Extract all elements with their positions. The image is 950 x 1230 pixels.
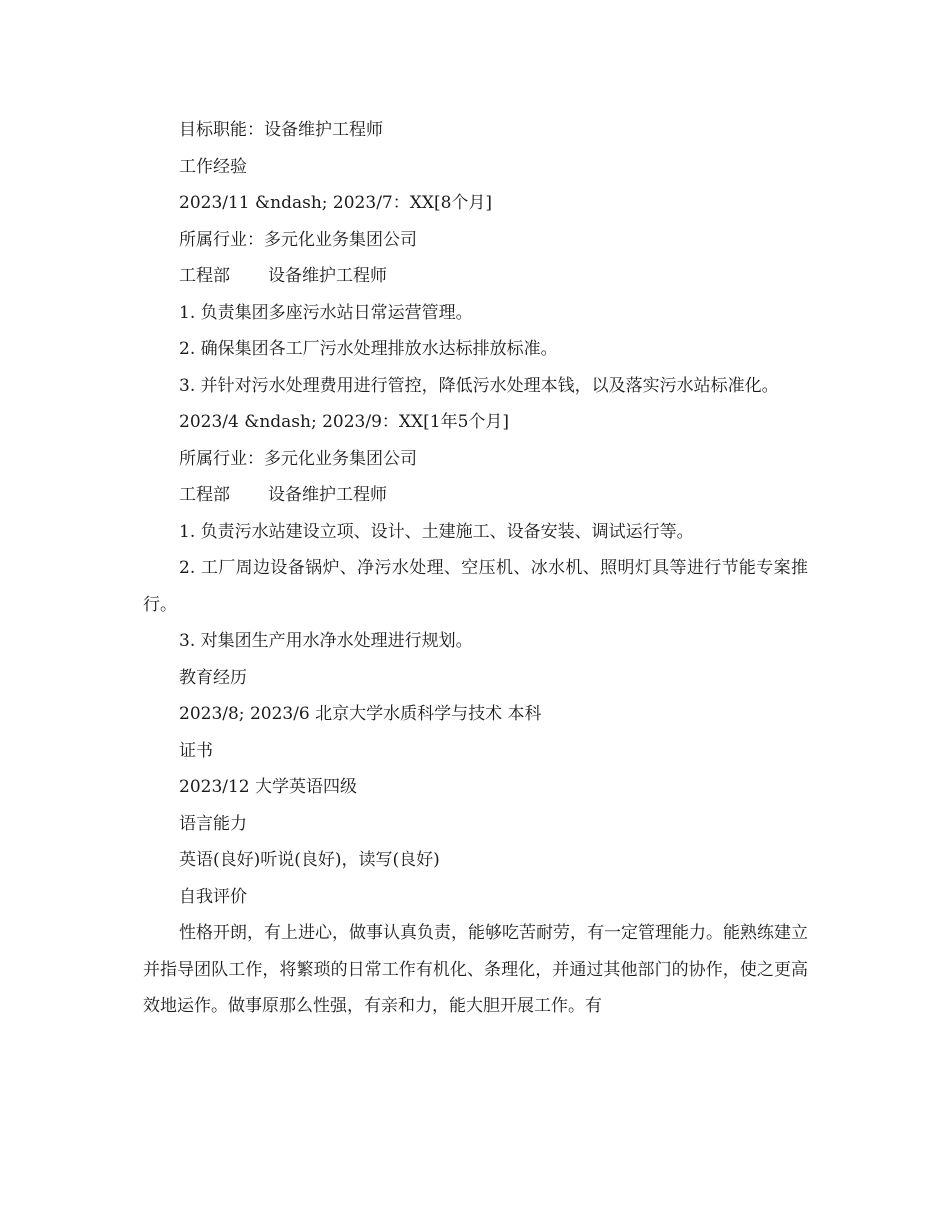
job-title: 设备维护工程师: [268, 485, 387, 505]
resume-body: [143, 112, 808, 1025]
job-industry: 所属行业：多元化业务集团公司: [179, 448, 417, 469]
self-evaluation-text: 性格开朗，有上进心，做事认真负责，能够吃苦耐劳，有一定管理能力。能熟练建立并指导团队工作，将繁琐的日常工作有机化、条理化，并通过其他部门的协作，使之更高效地运作。做事原那么性强，有亲和力，能大胆开展工作。有: [143, 923, 808, 1016]
job-duty: 1. 负责污水站建设立项、设计、土建施工、设备安装、调试运行等。: [179, 521, 694, 542]
target-role: 目标职能：设备维护工程师: [179, 120, 383, 140]
work-experience-heading: 工作经验: [179, 156, 247, 177]
job-duty: 2. 确保集团各工厂污水处理排放水达标排放标准。: [179, 339, 558, 359]
job-period: 2023/11 &ndash; 2023/7：XX[8个月]: [179, 193, 493, 213]
job-period: 2023/4 &ndash; 2023/9：XX[1年5个月]: [179, 412, 510, 432]
job-industry: 所属行业：多元化业务集团公司: [179, 229, 417, 250]
job-department: 工程部: [179, 266, 230, 286]
job-duty: 2. 工厂周边设备锅炉、净污水处理、空压机、冰水机、照明灯具等进行节能专案推行。: [143, 558, 808, 615]
job-duty: 3. 对集团生产用水净水处理进行规划。: [179, 631, 473, 651]
language-entry: 英语(良好)听说(良好)，读写(良好): [179, 850, 440, 870]
self-evaluation-heading: 自我评价: [179, 886, 247, 907]
language-heading: 语言能力: [179, 813, 247, 834]
job-department-title: [143, 477, 808, 514]
job-department-title: [143, 258, 808, 295]
job-duty: 1. 负责集团多座污水站日常运营管理。: [179, 302, 473, 323]
job-duty: 3. 并针对污水处理费用进行管控，降低污水处理本钱，以及落实污水站标准化。: [179, 375, 779, 396]
job-department: 工程部: [179, 485, 230, 505]
education-heading: 教育经历: [179, 667, 247, 688]
certificate-entry: 2023/12 大学英语四级: [179, 777, 358, 797]
certificate-heading: 证书: [179, 740, 213, 761]
job-title: 设备维护工程师: [268, 266, 387, 286]
education-entry: 2023/8; 2023/6 北京大学水质科学与技术 本科: [179, 704, 542, 724]
